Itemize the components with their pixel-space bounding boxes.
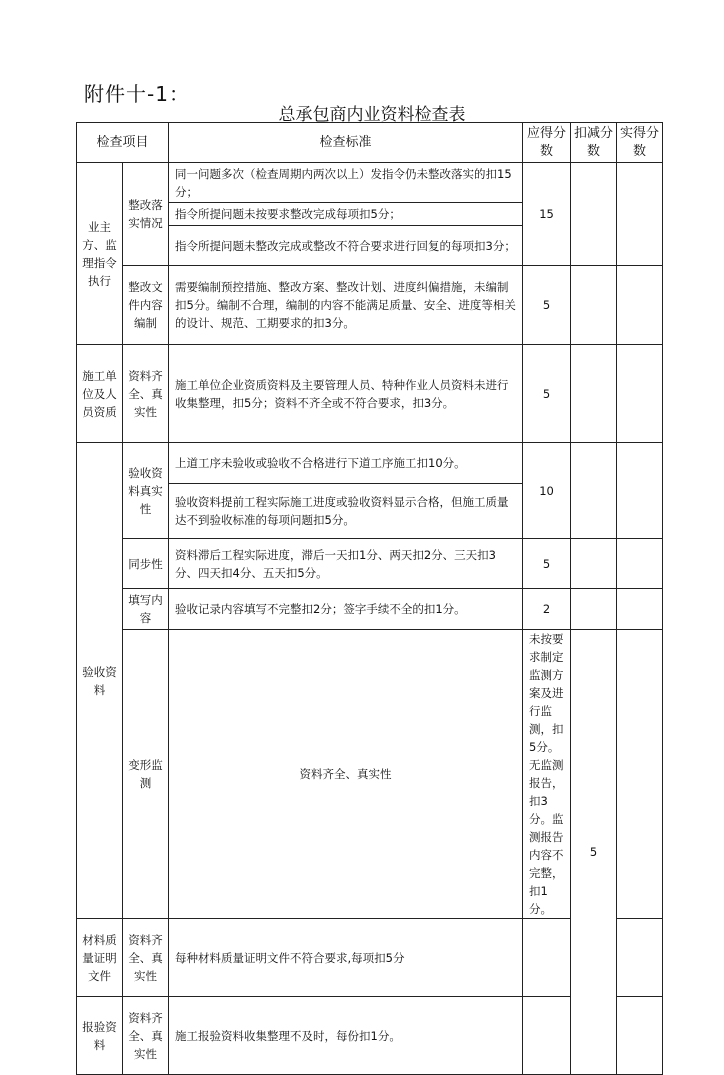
table-row xyxy=(77,630,663,919)
subitem-label: 填写内容 xyxy=(123,589,169,630)
group-label: 报验资料 xyxy=(77,997,123,1075)
table-row xyxy=(77,163,663,203)
table-row xyxy=(77,345,663,443)
actual-cell xyxy=(617,589,663,630)
criterion-text: 施工报验资料收集整理不及时，每份扣1分。 xyxy=(169,997,523,1075)
header-row xyxy=(77,123,663,163)
subitem-label: 验收资料真实性 xyxy=(123,443,169,539)
criterion-text: 验收资料提前工程实际施工进度或验收资料显示合格，但施工质量达不到验收标准的每项问题扣5分。 xyxy=(169,484,523,539)
criterion-text: 施工单位企业资质资料及主要管理人员、特种作业人员资料未进行收集整理，扣5分；资料不齐全或不符合要求，扣3分。 xyxy=(169,345,523,443)
criterion-text: 验收记录内容填写不完整扣2分；签字手续不全的扣1分。 xyxy=(169,589,523,630)
table-row xyxy=(77,266,663,345)
due-score: 10 xyxy=(523,443,571,539)
actual-cell xyxy=(617,919,663,997)
deduct-cell xyxy=(523,919,571,997)
deduct-cell xyxy=(523,997,571,1075)
header-actual: 实得分数 xyxy=(617,123,663,163)
group-label: 施工单位及人员资质 xyxy=(77,345,123,443)
page-title: 总承包商内业资料检查表 xyxy=(278,105,466,125)
subitem-label: 整改文件内容编制 xyxy=(123,266,169,345)
subitem-label: 资料齐全、真实性 xyxy=(123,345,169,443)
inspection-table xyxy=(76,122,663,1075)
actual-cell xyxy=(617,443,663,539)
group-label: 材料质量证明文件 xyxy=(77,919,123,997)
actual-cell xyxy=(617,539,663,589)
table-row xyxy=(77,539,663,589)
actual-cell xyxy=(617,266,663,345)
deduct-cell xyxy=(571,443,617,539)
criterion-text: 指令所提问题未按要求整改完成每项扣5分； xyxy=(169,203,523,226)
subitem-label: 同步性 xyxy=(123,539,169,589)
table-row xyxy=(77,589,663,630)
deduct-cell xyxy=(571,266,617,345)
criterion-text: 未按要求制定监测方案及进行监测，扣5分。无监测报告，扣3分。监测报告内容不完整，扣1分。 xyxy=(523,630,571,919)
subitem-label: 整改落实情况 xyxy=(123,163,169,266)
deduct-cell xyxy=(571,539,617,589)
subitem-label: 资料齐全、真实性 xyxy=(123,919,169,997)
attachment-label: 附件十-1： xyxy=(84,82,190,106)
header-item: 检查项目 xyxy=(77,123,169,163)
actual-cell xyxy=(617,345,663,443)
criterion-text: 指令所提问题未整改完成或整改不符合要求进行回复的每项扣3分； xyxy=(169,226,523,266)
due-score: 2 xyxy=(523,589,571,630)
due-score: 5 xyxy=(523,539,571,589)
deduct-cell xyxy=(571,345,617,443)
criterion-text: 需要编制预控措施、整改方案、整改计划、进度纠偏措施，未编制扣5分。编制不合理，编制的内容不能满足质量、安全、进度等相关的设计、规范、工期要求的扣3分。 xyxy=(169,266,523,345)
group-label: 业主方、监理指令执行 xyxy=(77,163,123,345)
due-score: 5 xyxy=(523,266,571,345)
deduct-cell xyxy=(617,630,663,919)
actual-cell xyxy=(617,163,663,266)
due-score: 15 xyxy=(523,163,571,266)
deduct-cell xyxy=(571,589,617,630)
criterion-text: 同一问题多次（检查周期内两次以上）发指令仍未整改落实的扣15分； xyxy=(169,163,523,203)
criterion-text: 资料滞后工程实际进度，滞后一天扣1分、两天扣2分、三天扣3分、四天扣4分、五天扣5分。 xyxy=(169,539,523,589)
header-deduct: 扣减分数 xyxy=(571,123,617,163)
actual-cell xyxy=(617,997,663,1075)
due-score: 5 xyxy=(523,345,571,443)
table-row xyxy=(77,443,663,484)
criterion-text: 上道工序未验收或验收不合格进行下道工序施工扣10分。 xyxy=(169,443,523,484)
due-score: 5 xyxy=(571,630,617,1075)
header-standard: 检查标准 xyxy=(169,123,523,163)
criterion-text: 每种材料质量证明文件不符合要求,每项扣5分 xyxy=(169,919,523,997)
subitem-label: 资料齐全、真实性 xyxy=(123,997,169,1075)
group-label: 变形监测 xyxy=(123,630,169,919)
subitem-label: 资料齐全、真实性 xyxy=(169,630,523,919)
deduct-cell xyxy=(571,163,617,266)
header-due: 应得分数 xyxy=(523,123,571,163)
group-label: 验收资料 xyxy=(77,443,123,919)
